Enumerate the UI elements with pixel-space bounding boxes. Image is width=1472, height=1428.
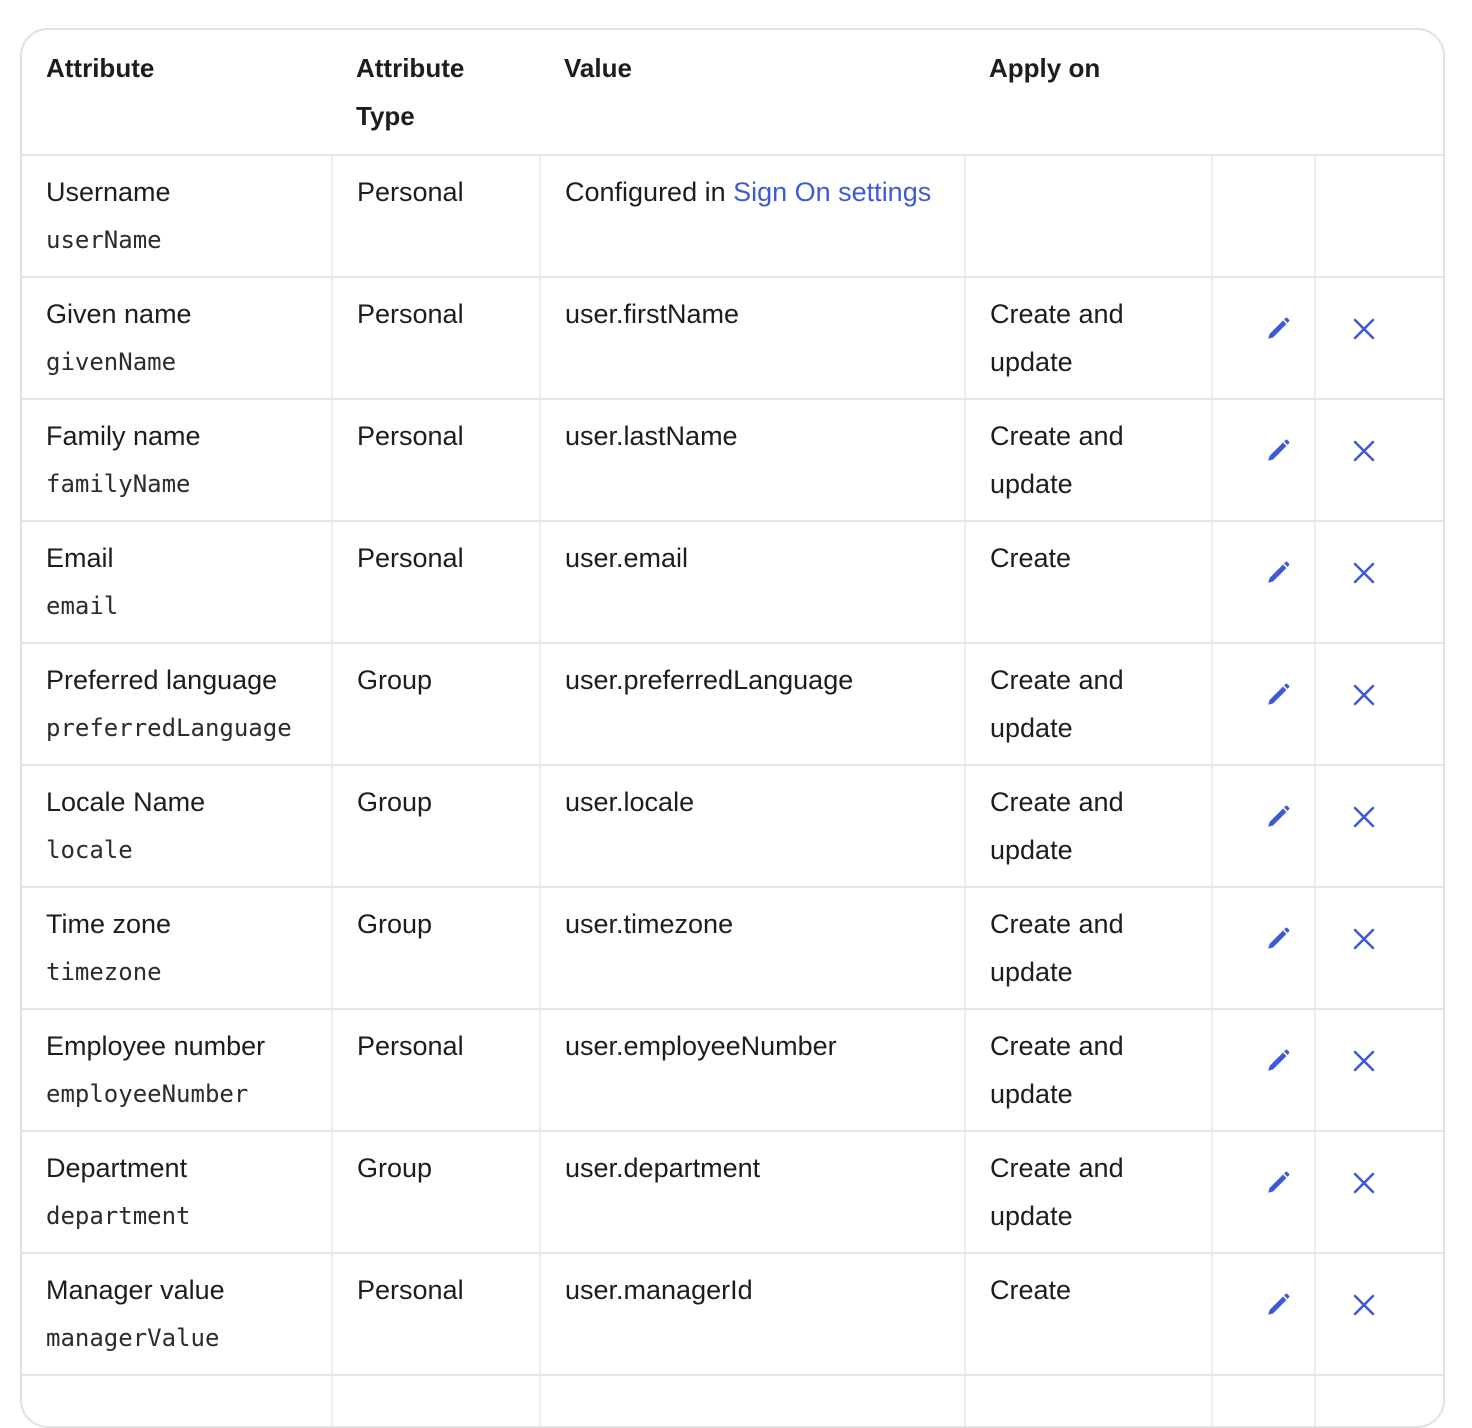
attribute-label: Time zone [46, 909, 172, 939]
attribute-key: employeeNumber [46, 1080, 249, 1108]
delete-cell [1315, 521, 1445, 643]
attribute-type-cell: Personal [332, 399, 540, 521]
empty-cell [332, 1375, 540, 1428]
value-cell: user.email [540, 521, 965, 643]
attribute-label: Username [46, 177, 171, 207]
apply-on-cell: Create and update [965, 887, 1212, 1009]
delete-cell [1315, 155, 1445, 277]
attribute-label: Locale Name [46, 787, 206, 817]
close-icon [1353, 440, 1375, 462]
delete-cell [1315, 643, 1445, 765]
apply-on-cell: Create [965, 1253, 1212, 1375]
column-header-value: Value [540, 30, 965, 155]
attribute-key: givenName [46, 348, 177, 376]
edit-cell [1212, 277, 1315, 399]
delete-button[interactable] [1349, 1168, 1379, 1198]
pencil-icon [1265, 1292, 1291, 1318]
column-header-edit [1212, 30, 1315, 155]
delete-button[interactable] [1349, 314, 1379, 344]
edit-cell [1212, 765, 1315, 887]
edit-button[interactable] [1263, 314, 1293, 344]
pencil-icon [1265, 1048, 1291, 1074]
attribute-type-cell: Personal [332, 1009, 540, 1131]
attribute-label: Manager value [46, 1275, 225, 1305]
delete-cell [1315, 399, 1445, 521]
close-icon [1353, 1050, 1375, 1072]
value-prefix: Configured in [565, 177, 734, 207]
table-row [22, 765, 1445, 887]
attribute-label: Preferred language [46, 665, 278, 695]
value-cell: user.timezone [540, 887, 965, 1009]
column-header-apply-on: Apply on [965, 30, 1212, 155]
empty-cell [22, 1375, 332, 1428]
edit-button[interactable] [1263, 1290, 1293, 1320]
attribute-key: preferredLanguage [46, 714, 292, 742]
table-row [22, 887, 1445, 1009]
close-icon [1353, 1172, 1375, 1194]
edit-button[interactable] [1263, 1046, 1293, 1076]
pencil-icon [1265, 560, 1291, 586]
value-cell: user.managerId [540, 1253, 965, 1375]
empty-cell [1315, 1375, 1445, 1428]
attribute-type-cell: Personal [332, 277, 540, 399]
edit-cell [1212, 155, 1315, 277]
attribute-key: userName [46, 226, 162, 254]
attribute-type-cell: Group [332, 887, 540, 1009]
pencil-icon [1265, 1170, 1291, 1196]
edit-cell [1212, 643, 1315, 765]
attribute-key: managerValue [46, 1324, 220, 1352]
delete-cell [1315, 887, 1445, 1009]
attribute-cell [22, 765, 332, 887]
delete-cell [1315, 1009, 1445, 1131]
table-row [22, 1131, 1445, 1253]
attribute-cell [22, 887, 332, 1009]
edit-button[interactable] [1263, 1168, 1293, 1198]
attribute-key: email [46, 592, 119, 620]
delete-button[interactable] [1349, 924, 1379, 954]
delete-cell [1315, 1131, 1445, 1253]
close-icon [1353, 806, 1375, 828]
close-icon [1353, 684, 1375, 706]
attribute-label: Employee number [46, 1031, 266, 1061]
table-row [22, 1009, 1445, 1131]
attribute-cell [22, 277, 332, 399]
edit-cell [1212, 1009, 1315, 1131]
column-header-attribute: Attribute [22, 30, 332, 155]
attribute-cell [22, 399, 332, 521]
apply-on-cell: Create and update [965, 277, 1212, 399]
attribute-cell [22, 1253, 332, 1375]
attribute-label: Email [46, 543, 114, 573]
value-cell: user.department [540, 1131, 965, 1253]
empty-cell [540, 1375, 965, 1428]
attribute-type-cell: Group [332, 643, 540, 765]
attribute-type-cell: Personal [332, 1253, 540, 1375]
attribute-cell [22, 643, 332, 765]
empty-cell [965, 1375, 1212, 1428]
attribute-key: department [46, 1202, 191, 1230]
attribute-key: timezone [46, 958, 162, 986]
close-icon [1353, 1294, 1375, 1316]
table-row [22, 521, 1445, 643]
value-cell: user.employeeNumber [540, 1009, 965, 1131]
attribute-cell [22, 155, 332, 277]
apply-on-cell [965, 155, 1212, 277]
pencil-icon [1265, 316, 1291, 342]
attribute-mapping-table-card [20, 28, 1445, 1428]
apply-on-cell: Create and update [965, 1131, 1212, 1253]
table-row [22, 277, 1445, 399]
apply-on-cell: Create and update [965, 643, 1212, 765]
attribute-label: Family name [46, 421, 201, 451]
delete-button[interactable] [1349, 558, 1379, 588]
delete-button[interactable] [1349, 680, 1379, 710]
delete-button[interactable] [1349, 802, 1379, 832]
column-header-attribute-type: Attribute Type [332, 30, 540, 155]
table-row [22, 1375, 1445, 1428]
empty-cell [1212, 1375, 1315, 1428]
pencil-icon [1265, 438, 1291, 464]
edit-cell [1212, 887, 1315, 1009]
attribute-mapping-table [22, 30, 1445, 1428]
attribute-type-cell: Group [332, 1131, 540, 1253]
attribute-cell [22, 1131, 332, 1253]
close-icon [1353, 562, 1375, 584]
value-cell: user.firstName [540, 277, 965, 399]
delete-cell [1315, 277, 1445, 399]
delete-button[interactable] [1349, 1046, 1379, 1076]
close-icon [1353, 318, 1375, 340]
attribute-key: familyName [46, 470, 191, 498]
attribute-key: locale [46, 836, 133, 864]
pencil-icon [1265, 926, 1291, 952]
delete-button[interactable] [1349, 1290, 1379, 1320]
attribute-type-cell: Personal [332, 155, 540, 277]
attribute-cell [22, 1009, 332, 1131]
edit-cell [1212, 399, 1315, 521]
apply-on-cell: Create and update [965, 765, 1212, 887]
edit-cell [1212, 1253, 1315, 1375]
attribute-cell [22, 521, 332, 643]
attribute-label: Given name [46, 299, 192, 329]
value-cell: user.lastName [540, 399, 965, 521]
value-cell [540, 155, 965, 277]
edit-button[interactable] [1263, 680, 1293, 710]
apply-on-cell: Create [965, 521, 1212, 643]
pencil-icon [1265, 682, 1291, 708]
table-row [22, 643, 1445, 765]
edit-cell [1212, 521, 1315, 643]
close-icon [1353, 928, 1375, 950]
apply-on-cell: Create and update [965, 399, 1212, 521]
table-header-row [22, 30, 1445, 155]
table-row [22, 1253, 1445, 1375]
apply-on-cell: Create and update [965, 1009, 1212, 1131]
pencil-icon [1265, 804, 1291, 830]
value-cell: user.locale [540, 765, 965, 887]
delete-button[interactable] [1349, 436, 1379, 466]
edit-button[interactable] [1263, 436, 1293, 466]
attribute-type-cell: Group [332, 765, 540, 887]
attribute-type-cell: Personal [332, 521, 540, 643]
edit-button[interactable] [1263, 558, 1293, 588]
sign-on-settings-link[interactable]: Sign On settings [733, 177, 932, 207]
column-header-delete [1315, 30, 1445, 155]
value-cell: user.preferredLanguage [540, 643, 965, 765]
attribute-label: Department [46, 1153, 188, 1183]
edit-button[interactable] [1263, 802, 1293, 832]
table-row [22, 155, 1445, 277]
delete-cell [1315, 1253, 1445, 1375]
edit-cell [1212, 1131, 1315, 1253]
table-row [22, 399, 1445, 521]
delete-cell [1315, 765, 1445, 887]
edit-button[interactable] [1263, 924, 1293, 954]
